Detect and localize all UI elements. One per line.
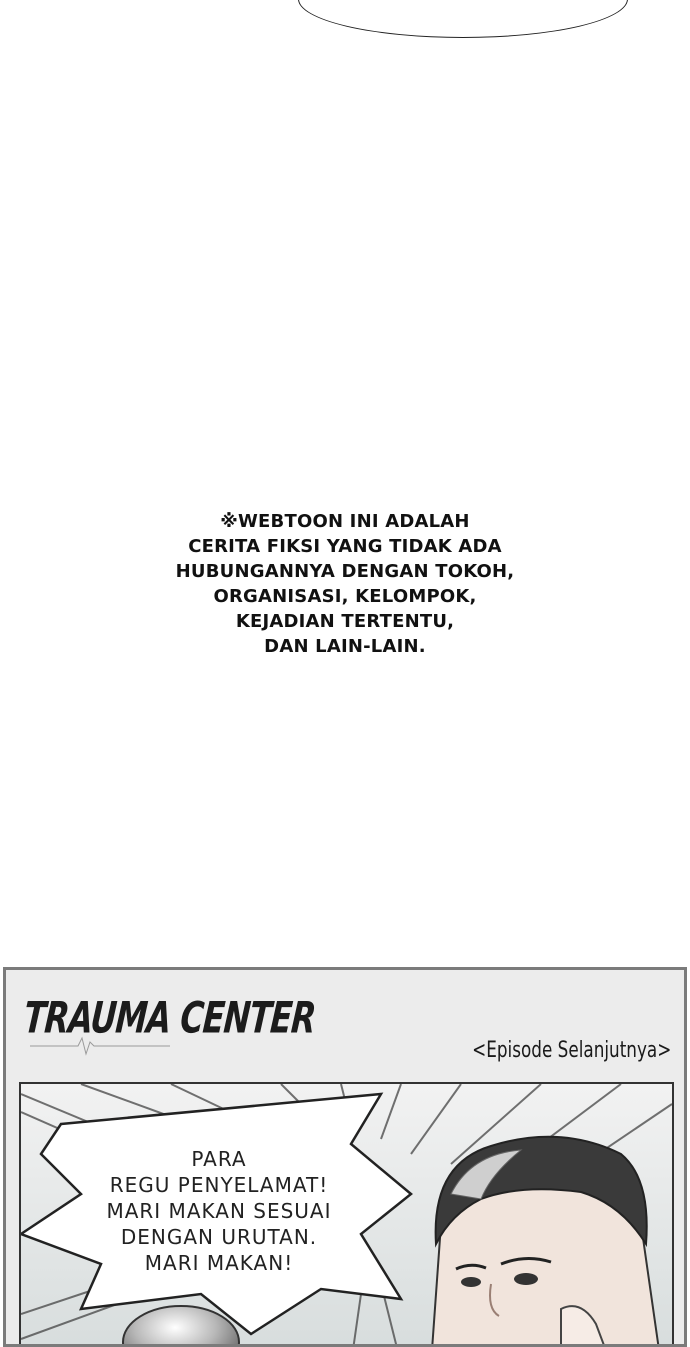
- speech-bubble-edge: [298, 0, 628, 38]
- speech-line: REGU PENYELAMAT!: [109, 1173, 329, 1197]
- disclaimer-line: ※WEBTOON INI ADALAH: [220, 511, 470, 532]
- trauma-center-logo: TRAUMA CENTER: [22, 992, 317, 1044]
- disclaimer-line: HUBUNGANNYA DENGAN TOKOH,: [175, 561, 515, 582]
- next-episode-label: <Episode Selanjutnya>: [471, 1038, 671, 1063]
- preview-panel: [19, 1082, 674, 1347]
- disclaimer-line: CERITA FIKSI YANG TIDAK ADA: [188, 536, 502, 557]
- speech-line: PARA: [191, 1147, 247, 1171]
- disclaimer-line: ORGANISASI, KELOMPOK,: [213, 586, 477, 607]
- speech-bubble-text: [79, 1146, 359, 1276]
- speech-line: MARI MAKAN!: [144, 1251, 294, 1275]
- speech-line: MARI MAKAN SESUAI: [106, 1199, 332, 1223]
- heartbeat-line-icon: [30, 1034, 170, 1058]
- disclaimer-line: DAN LAIN-LAIN.: [264, 636, 426, 657]
- disclaimer-text: [95, 509, 595, 659]
- next-episode-preview: [3, 967, 687, 1347]
- speech-line: DENGAN URUTAN.: [120, 1225, 318, 1249]
- disclaimer-line: KEJADIAN TERTENTU,: [235, 611, 455, 632]
